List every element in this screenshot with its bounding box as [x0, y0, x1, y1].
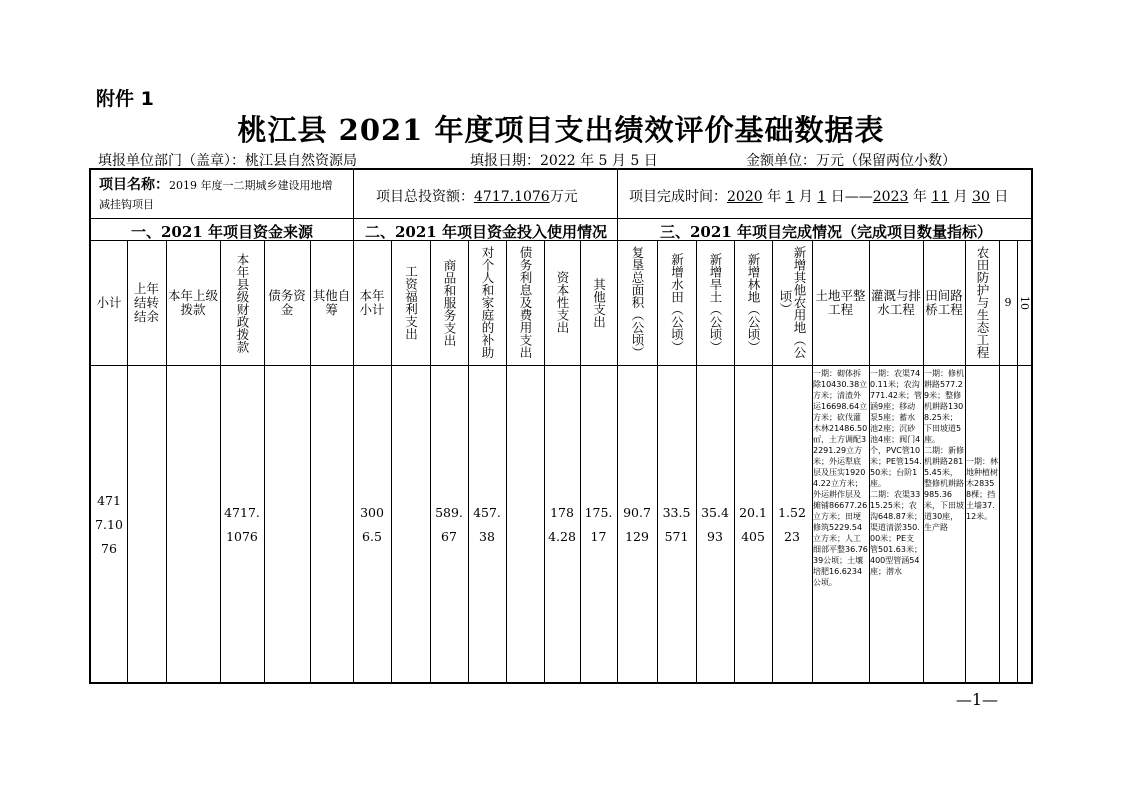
column-header: 资本性支出	[555, 271, 570, 334]
project-name-label: 项目名称：	[99, 177, 169, 193]
project-name-line2: 减挂钩项目	[99, 198, 154, 211]
column-divider	[468, 240, 469, 682]
column-divider	[617, 218, 618, 682]
column-header: 对个人和家庭的补助	[480, 246, 495, 359]
column-divider	[812, 240, 813, 682]
value-cell: 471 7.10 76	[95, 492, 123, 556]
column-divider	[657, 240, 658, 682]
column-header: 新增水田（公顷）	[669, 252, 685, 353]
value-cell	[310, 365, 353, 684]
start-month: 1	[785, 189, 795, 205]
value-cell	[1017, 365, 1031, 684]
value-cell	[166, 365, 220, 684]
column-header: 新增林地（公顷）	[746, 252, 761, 353]
column-divider	[127, 240, 128, 682]
end-day: 30	[972, 189, 990, 205]
column-divider	[220, 240, 221, 682]
column-divider	[353, 170, 354, 218]
page-number: —1—	[955, 690, 998, 709]
value-cell	[127, 365, 166, 684]
project-name-field	[99, 174, 333, 216]
value-cell: 457. 38	[473, 504, 501, 544]
column-divider	[391, 240, 392, 682]
investment-amount: 4717.1076	[474, 189, 550, 205]
detail-cell-protect: 一期：林地种植树木28358棵；挡土墙37.12米。	[966, 457, 998, 521]
end-year: 2023	[872, 189, 909, 205]
column-divider	[923, 240, 924, 682]
column-divider	[580, 240, 581, 682]
column-header: 复垦总面积（公顷）	[630, 246, 645, 359]
row-divider	[91, 218, 1031, 219]
column-header: 上年结转结余	[133, 280, 159, 324]
value-cell: 33.5 571	[662, 504, 691, 544]
attachment-label: 附件 1	[96, 88, 154, 110]
value-cell	[999, 365, 1017, 684]
filing-date: 填报日期：2022 年 5 月 5 日	[470, 153, 658, 169]
column-header: 新增旱土（公顷）	[708, 252, 723, 353]
column-divider	[696, 240, 697, 682]
project-total-investment: 项目总投资额：4717.1076万元	[376, 189, 578, 205]
value-cell: 20.1 405	[739, 504, 767, 544]
column-header: 本年小计	[359, 287, 385, 317]
column-header: 土地平整工程	[815, 287, 866, 317]
column-header: 债务利息及费用支出	[518, 246, 533, 359]
value-cell: 4717. 1076	[224, 504, 260, 544]
column-header: 工资福利支出	[403, 265, 419, 340]
section-fund-usage: 二、2021 年项目资金投入使用情况	[365, 223, 607, 241]
value-cell: 35.4 93	[701, 504, 729, 544]
value-cell: 1.52 23	[778, 504, 806, 544]
end-month: 11	[931, 189, 950, 205]
column-header: 商品和服务支出	[442, 258, 457, 347]
column-header: 债务资金	[268, 287, 306, 317]
column-divider	[1017, 240, 1018, 682]
column-divider	[506, 240, 507, 682]
value-cell: 90.7 129	[623, 504, 651, 544]
column-divider	[166, 240, 167, 682]
detail-cell-irrigation: 一期：农渠740.11米；农沟771.42米；管涵9座；移动泵5座；蓄水池2座；沉砂池4座；阀门4个，PVC管10米；PE管154.50米；台阶1座。 二期：农渠3315.25米；农沟648.87米；渠道清淤350.00米；PE支管501.63米；400型管涵54座；潜水	[870, 369, 922, 576]
page-title: 桃江县 2021 年度项目支出绩效评价基础数据表	[237, 113, 885, 147]
column-header: 10	[1018, 295, 1031, 310]
section-completion: 三、2021 年项目完成情况（完成项目数量指标）	[660, 223, 992, 241]
section-funding-source: 一、2021 年项目资金来源	[131, 223, 313, 241]
project-completion-time: 项目完成时间：2020 年 1 月 1 日——2023 年 11 月 30 日	[629, 189, 1009, 205]
value-cell	[506, 365, 544, 684]
column-header: 小计	[96, 294, 122, 310]
column-divider	[353, 218, 354, 682]
column-divider	[617, 170, 618, 218]
value-cell: 178 4.28	[548, 504, 576, 544]
data-table	[89, 168, 1033, 684]
column-header: 农田防护与生态工程	[975, 246, 990, 359]
column-divider	[310, 240, 311, 682]
detail-cell-land: 一期：砌体拆除10430.38立方米；清渣外运16698.64立方米；砍伐灌木林21486.50㎡，土方调配32291.29立方米；外运犁底层及压实19204.22立方米；外运耕作层及摊铺86677.26立方米；田埂修筑5229.54立方米；人工细部平整36.7639公顷；土壤培肥16.6234公顷。	[813, 369, 868, 587]
amount-unit: 金额单位：万元（保留两位小数）	[746, 153, 956, 169]
column-header: 新增其他农用地（公顷）	[778, 246, 807, 359]
column-divider	[869, 240, 870, 682]
column-divider	[430, 240, 431, 682]
column-divider	[772, 240, 773, 682]
filing-unit: 填报单位部门（盖章）：桃江县自然资源局	[98, 153, 357, 169]
column-divider	[999, 240, 1000, 682]
column-header: 其他自筹	[312, 287, 351, 317]
column-header: 本年县级财政拨款	[235, 252, 250, 353]
value-cell: 175. 17	[584, 504, 613, 544]
column-divider	[734, 240, 735, 682]
value-cell	[391, 365, 430, 684]
value-cell	[264, 365, 310, 684]
column-divider	[544, 240, 545, 682]
value-cell: 300 6.5	[360, 504, 384, 544]
column-header: 本年上级拨款	[167, 287, 218, 317]
column-header: 9	[1004, 295, 1012, 309]
column-header: 灌溉与排水工程	[870, 287, 921, 317]
start-day: 1	[817, 189, 827, 205]
start-year: 2020	[727, 189, 763, 205]
column-divider	[965, 240, 966, 682]
project-name-line1: 2019 年度一二期城乡建设用地增	[169, 179, 333, 192]
column-header: 其他支出	[591, 277, 607, 328]
value-cell: 589. 67	[435, 504, 463, 544]
detail-cell-road: 一期：修机耕路577.29米；整修机耕路1308.25米；下田坡道5座。 二期：新修机耕路2815.45米，整修机耕路985.36米，下田坡道30座，生产路	[924, 369, 964, 532]
column-divider	[264, 240, 265, 682]
column-header: 田间路桥工程	[925, 287, 963, 317]
